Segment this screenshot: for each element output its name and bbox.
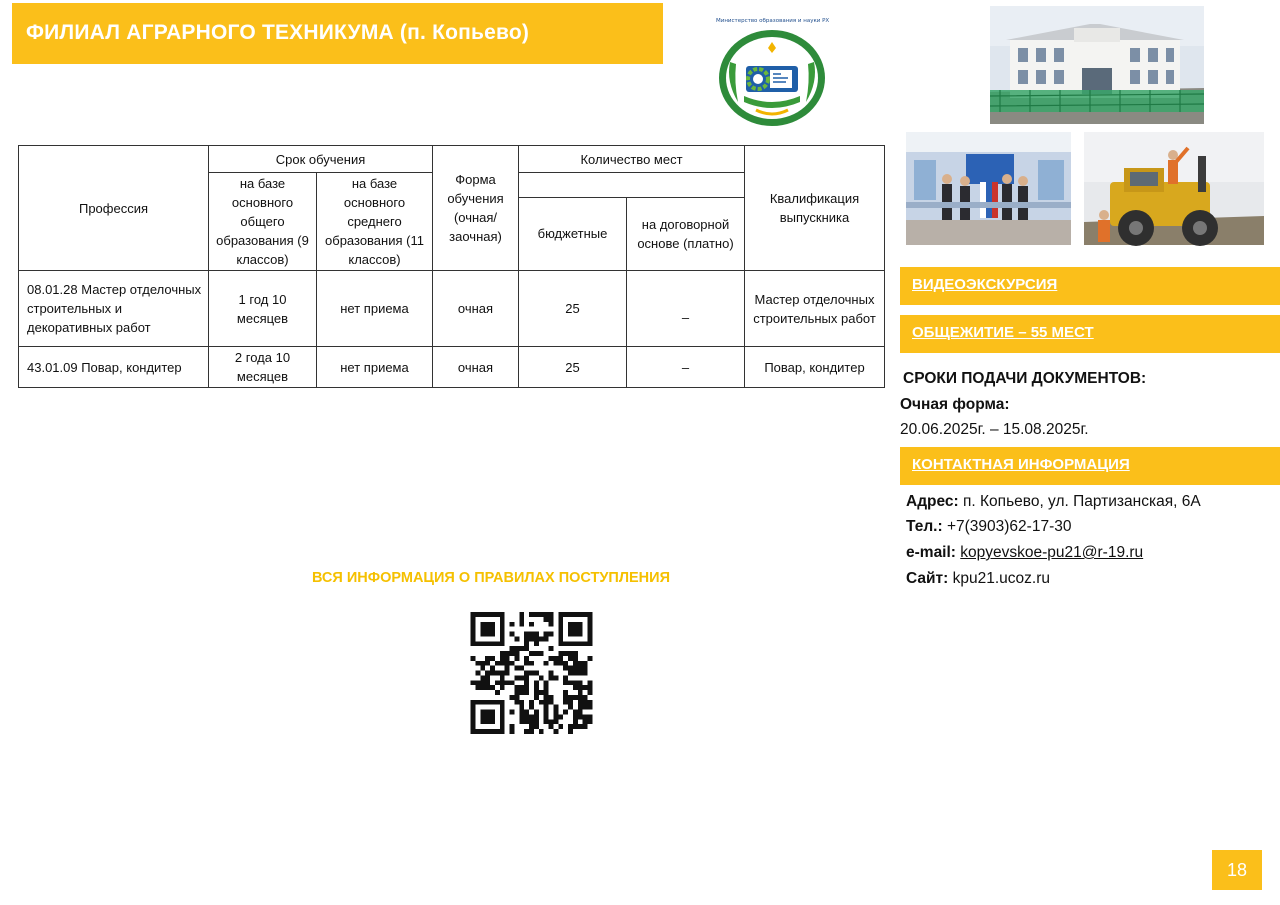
header-places-spacer [519,173,745,198]
site-label: Сайт: [906,570,949,587]
header-budget: бюджетные [519,197,627,270]
row-base11: нет приема [317,271,433,347]
header-duration: Срок обучения [209,146,433,173]
phone-value: +7(3903)62-17-30 [946,518,1072,535]
header-contract: на договорной основе (платно) [627,197,745,270]
tractor-photo [1084,132,1264,245]
header-base11: на базе основного среднего образования (11 классов) [317,173,433,271]
row-form: очная [433,347,519,388]
contact-address [906,493,1201,511]
admission-info-heading: ВСЯ ИНФОРМАЦИЯ О ПРАВИЛАХ ПОСТУПЛЕНИЯ [312,570,670,586]
header-qualification: Квалификация выпускника [745,146,885,271]
row-base11: нет приема [317,347,433,388]
header-base9: на базе основного общего образования (9 классов) [209,173,317,271]
dormitory-button[interactable] [900,315,1280,353]
email-link[interactable]: kopyevskoe-pu21@r-19.ru [960,544,1144,561]
video-tour-label: ВИДЕОЭКСКУРСИЯ [912,276,1058,293]
page-number: 18 [1226,860,1248,880]
row-contract: – [627,271,745,347]
programs-table [18,145,885,388]
address-label: Адрес: [906,493,959,510]
row-qualification: Мастер отделочных строительных работ [745,271,885,347]
logo-caption: Министерство образования и науки РХ [716,18,830,24]
deadlines-title: СРОКИ ПОДАЧИ ДОКУМЕНТОВ: [903,370,1147,387]
table-row [19,347,885,388]
deadlines-dates: 20.06.2025г. – 15.08.2025г. [900,421,1089,438]
page-number-badge [1212,850,1262,890]
site-value[interactable]: kpu21.ucoz.ru [952,570,1050,587]
contacts-button[interactable] [900,447,1280,485]
contact-email [906,544,1143,562]
contacts-label: КОНТАКТНАЯ ИНФОРМАЦИЯ [912,456,1130,473]
row-base9: 1 год 10 месяцев [209,271,317,347]
row-base9: 2 года 10 месяцев [209,347,317,388]
video-tour-button[interactable] [900,267,1280,305]
dormitory-label: ОБЩЕЖИТИЕ – 55 МЕСТ [912,324,1094,341]
header-profession: Профессия [19,146,209,271]
header-places: Количество мест [519,146,745,173]
contact-phone [906,518,1071,536]
row-qualification: Повар, кондитер [745,347,885,388]
students-photo [906,132,1071,245]
page-title: ФИЛИАЛ АГРАРНОГО ТЕХНИКУМА (п. Копьево) [26,21,530,44]
table-row [19,271,885,347]
building-photo [990,6,1204,124]
qr-code[interactable] [470,612,593,734]
row-budget: 25 [519,271,627,347]
address-value: п. Копьево, ул. Партизанская, 6А [963,493,1201,510]
contact-site [906,570,1050,588]
email-label: e-mail: [906,544,956,561]
row-contract: – [627,347,745,388]
phone-label: Тел.: [906,518,943,535]
college-logo [716,18,830,128]
header-form: Форма обучения (очная/ заочная) [433,146,519,271]
row-budget: 25 [519,347,627,388]
deadlines-form-label: Очная форма: [900,396,1010,413]
row-profession: 43.01.09 Повар, кондитер [19,347,209,388]
header-banner [12,3,663,64]
row-form: очная [433,271,519,347]
row-profession: 08.01.28 Мастер отделочных строительных и декоративных работ [19,271,209,347]
